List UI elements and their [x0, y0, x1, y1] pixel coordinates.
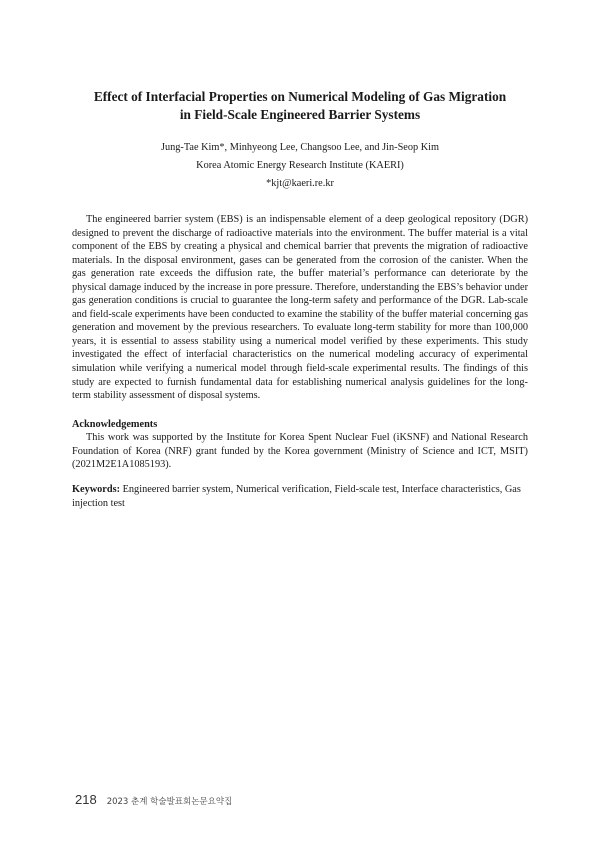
acknowledgements-heading: Acknowledgements — [72, 419, 158, 430]
page-footer — [75, 791, 232, 809]
acknowledgements-paragraph: This work was supported by the Institute for Korea Spent Nuclear Fuel (iKSNF) and National Research Foundation of Korea (NRF) grant funded by the Korea government (Ministry of Science and ICT, MSIT) (2021M2E1A1085193). — [72, 432, 528, 471]
title-line-1: Effect of Interfacial Properties on Numerical Modeling of Gas Migration — [93, 89, 507, 104]
journal-name: 2023 춘계 학술발표회논문요약집 — [106, 797, 233, 807]
page-number: 218 — [75, 792, 97, 807]
keywords — [72, 483, 528, 510]
corresponding-email: *kjt@kaeri.re.kr — [266, 178, 334, 189]
paper-title — [60, 88, 540, 124]
keywords-text: Engineered barrier system, Numerical verification, Field-scale test, Interface characteristics, Gas injection test — [72, 484, 521, 509]
affiliation: Korea Atomic Energy Research Institute (KAERI) — [196, 160, 404, 171]
abstract-paragraph: The engineered barrier system (EBS) is an indispensable element of a deep geological repository (DGR) designed to prevent the discharge of radioactive materials into the environment. The buffer material is a vital component of the EBS by creating a physical and chemical barrier that prevents the migration of radioactive materials. In the disposal environment, gases can be generated from the corrosion of the canister. When the gas generation rate exceeds the diffusion rate, the buffer material’s performance can deteriorate by the physical damage induced by the increase in pore pressure. Therefore, understanding the EBS’s behavior under gas generation conditions is crucial to guarantee the long-term safety and performance of the DGR. Lab-scale and field-scale experiments have been conducted to examine the stability of the buffer material concerning gas generation and movement by the previous researchers. To evaluate long-term stability for more than 100,000 years, it is essential to assess stability using a numerical model verified by these experiments. This study investigated the effect of interfacial characteristics on the numerical modeling accuracy of experimental simulation while verifying a numerical model through field-scale experimental results. The findings of this study are expected to furnish fundamental data for establishing numerical analysis guidelines for the long-term stability assessment of disposal systems. — [72, 214, 528, 402]
title-line-2: in Field-Scale Engineered Barrier Systems — [179, 107, 421, 122]
keywords-label: Keywords: — [72, 484, 121, 495]
author-list: Jung-Tae Kim*, Minhyeong Lee, Changsoo Lee, and Jin-Seop Kim — [160, 142, 440, 153]
